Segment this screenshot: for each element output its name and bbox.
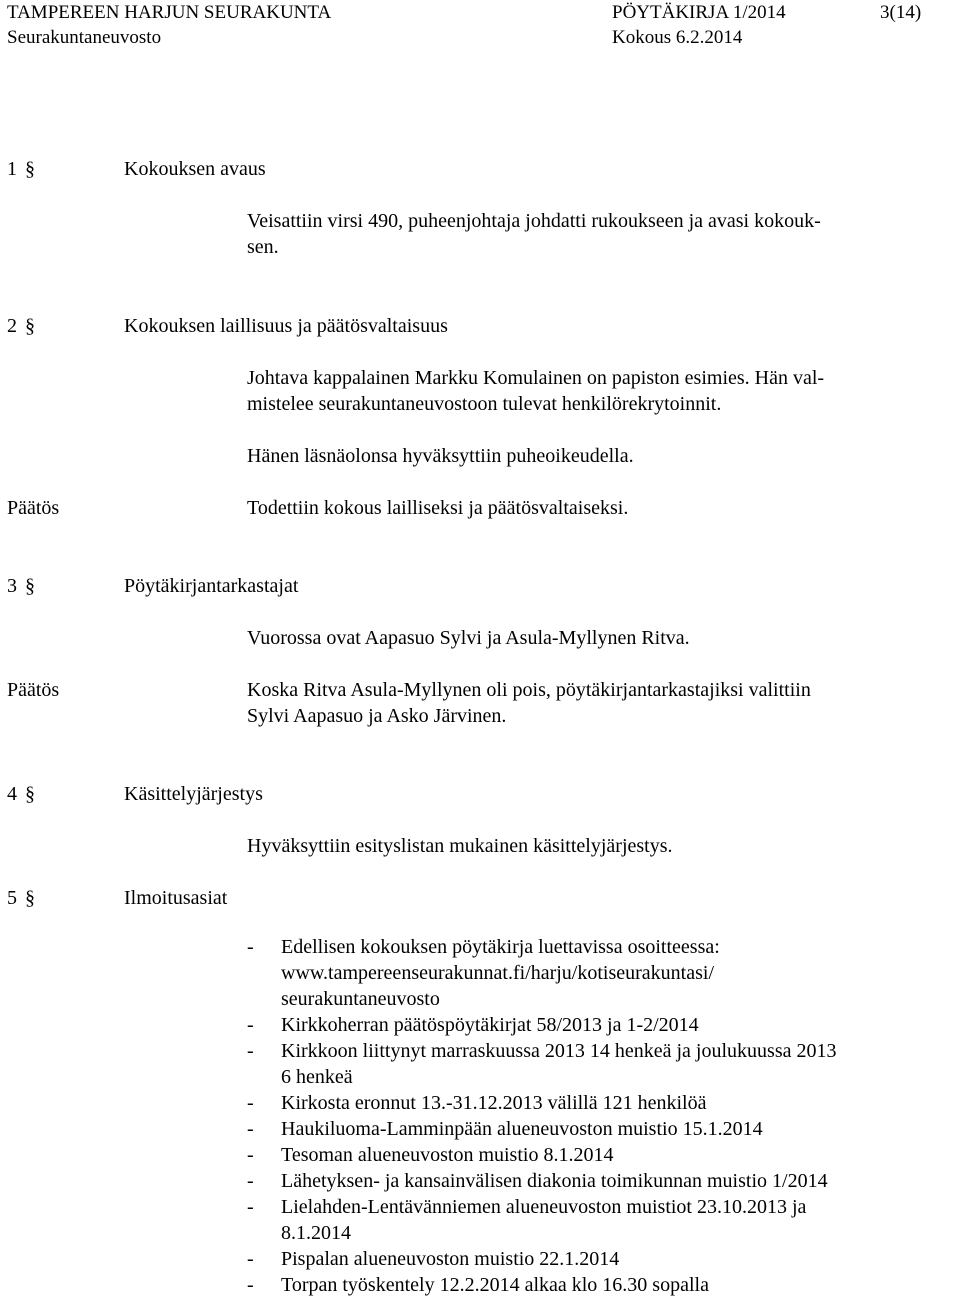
section-2-text-line2: mistelee seurakuntaneuvostoon tulevat henkilörekrytoinnit.: [247, 393, 722, 415]
list-item-text-line: 8.1.2014: [281, 1222, 351, 1244]
section-5-title: Ilmoitusasiat: [124, 887, 228, 909]
section-2-decision-label: Päätös: [7, 497, 60, 519]
list-item-text-line: Kirkkoherran päätöspöytäkirjat 58/2013 ja 1-2/2014: [281, 1014, 699, 1036]
list-item-text-line: Lähetyksen- ja kansainvälisen diakonia toimikunnan muistio 1/2014: [281, 1170, 828, 1192]
list-bullet: -: [247, 1092, 254, 1114]
section-2-text-2: Hänen läsnäolonsa hyväksyttiin puheoikeudella.: [247, 445, 634, 467]
list-item-text-line: Haukiluoma-Lamminpään alueneuvoston muistio 15.1.2014: [281, 1118, 763, 1140]
section-1-heading: [7, 156, 35, 182]
section-number: 4: [7, 783, 17, 805]
section-4-title: Käsittelyjärjestys: [124, 783, 263, 805]
list-bullet: -: [247, 1014, 254, 1036]
section-symbol: §: [25, 158, 35, 180]
list-bullet: -: [247, 1248, 254, 1270]
list-item: [247, 1116, 927, 1142]
section-number: 1: [7, 158, 17, 180]
list-bullet: -: [247, 1274, 254, 1296]
list-item: [247, 934, 927, 1012]
section-3-decision-line1: Koska Ritva Asula-Myllynen oli pois, pöytäkirjantarkastajiksi valittiin: [247, 679, 811, 701]
section-2-text-line1: Johtava kappalainen Markku Komulainen on papiston esimies. Hän val-: [247, 367, 825, 389]
list-bullet: -: [247, 1196, 254, 1218]
section-symbol: §: [25, 783, 35, 805]
section-5-heading: [7, 885, 35, 911]
section-4-text: Hyväksyttiin esityslistan mukainen käsittelyjärjestys.: [247, 835, 673, 857]
section-3-text: Vuorossa ovat Aapasuo Sylvi ja Asula-Myllynen Ritva.: [247, 627, 690, 649]
section-3-title: Pöytäkirjantarkastajat: [124, 575, 299, 597]
list-item: [247, 1272, 927, 1298]
header-body-name: Seurakuntaneuvosto: [7, 27, 162, 48]
list-item: [247, 1090, 927, 1116]
list-item-text-line: Edellisen kokouksen pöytäkirja luettavissa osoitteessa:: [281, 936, 720, 958]
list-item-text-line: www.tampereenseurakunnat.fi/harju/kotiseurakuntasi/: [281, 962, 715, 984]
section-number: 2: [7, 315, 17, 337]
section-symbol: §: [25, 575, 35, 597]
header-document-title: PÖYTÄKIRJA 1/2014: [612, 2, 786, 23]
header-organization: TAMPEREEN HARJUN SEURAKUNTA: [7, 2, 332, 23]
list-item-text-line: 6 henkeä: [281, 1066, 353, 1088]
list-item: [247, 1168, 927, 1194]
list-bullet: -: [247, 1144, 254, 1166]
section-2-decision: Todettiin kokous lailliseksi ja päätösvaltaiseksi.: [247, 497, 629, 519]
announcements-list: [247, 934, 927, 1298]
list-item-text-line: Kirkosta eronnut 13.-31.12.2013 välillä 121 henkilöä: [281, 1092, 707, 1114]
section-1-text-line2: sen.: [247, 236, 279, 258]
list-item-text-line: Pispalan alueneuvoston muistio 22.1.2014: [281, 1248, 620, 1270]
list-bullet: -: [247, 1040, 254, 1062]
header-meeting-date: Kokous 6.2.2014: [612, 27, 743, 48]
section-3-decision-line2: Sylvi Aapasuo ja Asko Järvinen.: [247, 705, 507, 727]
section-1-title: Kokouksen avaus: [124, 158, 266, 180]
list-item: [247, 1246, 927, 1272]
section-number: 3: [7, 575, 17, 597]
list-bullet: -: [247, 1118, 254, 1140]
section-1-text-line1: Veisattiin virsi 490, puheenjohtaja johdatti rukoukseen ja avasi kokouk-: [247, 210, 821, 232]
section-3-heading: [7, 573, 35, 599]
header-page-number: 3(14): [880, 2, 922, 23]
list-bullet: -: [247, 1170, 254, 1192]
list-item-text-line: Torpan työskentely 12.2.2014 alkaa klo 16.30 sopalla: [281, 1274, 709, 1296]
list-item: [247, 1038, 927, 1090]
section-2-heading: [7, 313, 35, 339]
list-item-text-line: Kirkkoon liittynyt marraskuussa 2013 14 henkeä ja joulukuussa 2013: [281, 1040, 837, 1062]
section-4-heading: [7, 781, 35, 807]
list-item-text-line: Tesoman alueneuvoston muistio 8.1.2014: [281, 1144, 614, 1166]
section-symbol: §: [25, 315, 35, 337]
list-bullet: -: [247, 936, 254, 958]
list-item: [247, 1194, 927, 1246]
section-number: 5: [7, 887, 17, 909]
section-3-decision-label: Päätös: [7, 679, 60, 701]
section-symbol: §: [25, 887, 35, 909]
list-item: [247, 1142, 927, 1168]
list-item: [247, 1012, 927, 1038]
list-item-text-line: seurakuntaneuvosto: [281, 988, 440, 1010]
list-item-text-line: Lielahden-Lentävänniemen alueneuvoston muistiot 23.10.2013 ja: [281, 1196, 807, 1218]
section-2-title: Kokouksen laillisuus ja päätösvaltaisuus: [124, 315, 448, 337]
